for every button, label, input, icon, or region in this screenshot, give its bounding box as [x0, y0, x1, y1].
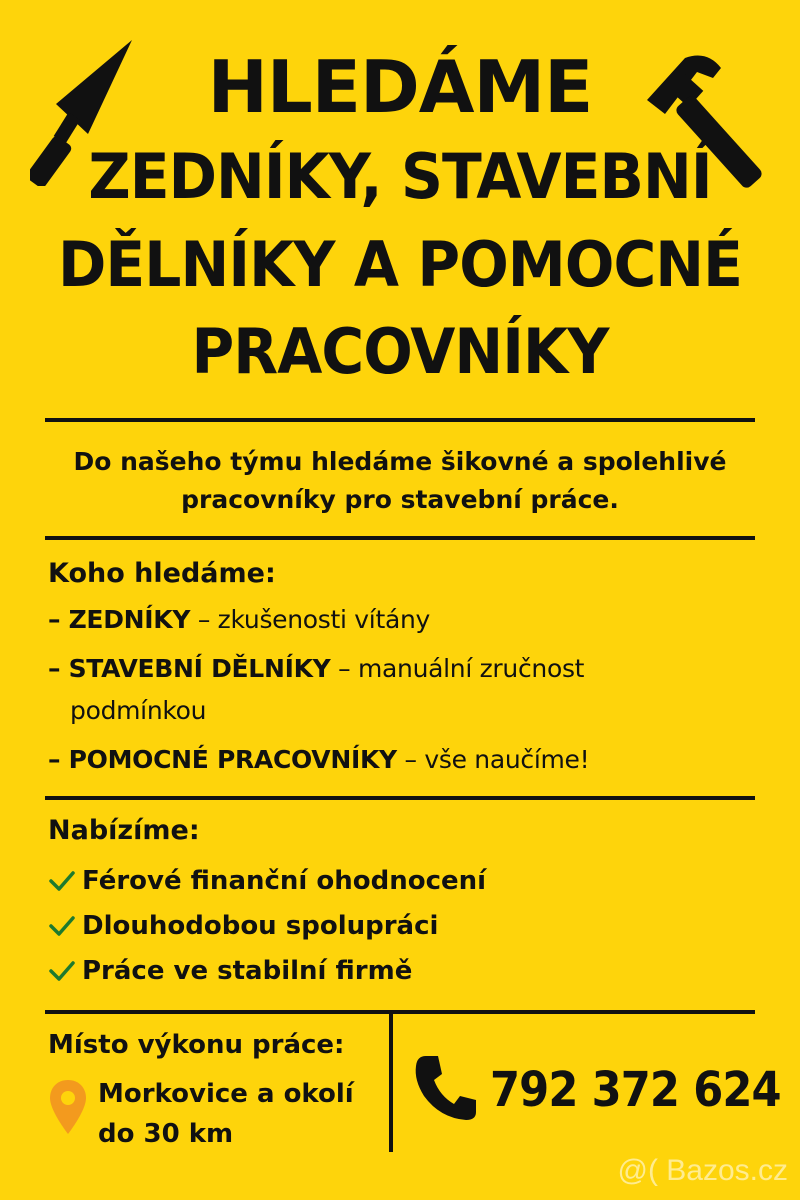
- phone-icon: [412, 1052, 480, 1124]
- location-line-2: do 30 km: [98, 1119, 234, 1149]
- offer-item-label: Práce ve stabilní firmě: [82, 956, 413, 986]
- check-icon: [48, 957, 76, 985]
- who-item-role: – STAVEBNÍ DĚLNÍKY: [48, 654, 331, 683]
- who-item-helpers: [48, 745, 589, 774]
- who-item-workers-continued: [70, 696, 206, 725]
- headline-line-3: DĚLNÍKY A POMOCNÉ: [57, 228, 742, 301]
- divider-top: [45, 418, 755, 422]
- offer-item-label: Férové finanční ohodnocení: [82, 866, 487, 896]
- divider-offer: [45, 1010, 755, 1014]
- offer-item: [48, 956, 412, 986]
- bazos-watermark: @( Bazos.cz: [617, 1154, 788, 1187]
- offer-item: [48, 866, 486, 896]
- check-icon: [48, 912, 76, 940]
- location-text: [98, 1074, 354, 1154]
- divider-intro: [45, 536, 755, 540]
- who-item-note-continued: podmínkou: [70, 696, 207, 725]
- offer-title: Nabízíme:: [48, 815, 200, 846]
- location-line-1: Morkovice a okolí: [98, 1079, 354, 1109]
- who-item-role: – POMOCNÉ PRACOVNÍKY: [48, 745, 397, 774]
- who-item-masons: [48, 605, 430, 634]
- offer-item: [48, 911, 438, 941]
- headline-line-2: ZEDNÍKY, STAVEBNÍ: [88, 140, 712, 213]
- who-item-role: – ZEDNÍKY: [48, 605, 191, 634]
- who-item-note: – manuální zručnost: [330, 654, 585, 683]
- intro-line-1: Do našeho týmu hledáme šikovné a spolehlivé: [73, 447, 727, 476]
- divider-who: [45, 796, 755, 800]
- check-icon: [48, 867, 76, 895]
- who-title: Koho hledáme:: [48, 558, 276, 589]
- headline-line-1: HLEDÁME: [207, 45, 593, 129]
- offer-item-label: Dlouhodobou spolupráci: [82, 911, 439, 941]
- intro-text: [45, 443, 755, 519]
- who-item-note: – vše naučíme!: [396, 745, 590, 774]
- phone-number[interactable]: 792 372 624: [490, 1062, 781, 1118]
- intro-line-2: pracovníky pro stavební práce.: [181, 485, 619, 514]
- who-item-note: – zkušenosti vítány: [190, 605, 431, 634]
- divider-vertical: [389, 1012, 393, 1152]
- who-item-workers: [48, 654, 584, 683]
- location-pin-icon: [48, 1078, 88, 1136]
- headline-line-4: PRACOVNÍKY: [191, 315, 609, 388]
- location-title: Místo výkonu práce:: [48, 1030, 345, 1060]
